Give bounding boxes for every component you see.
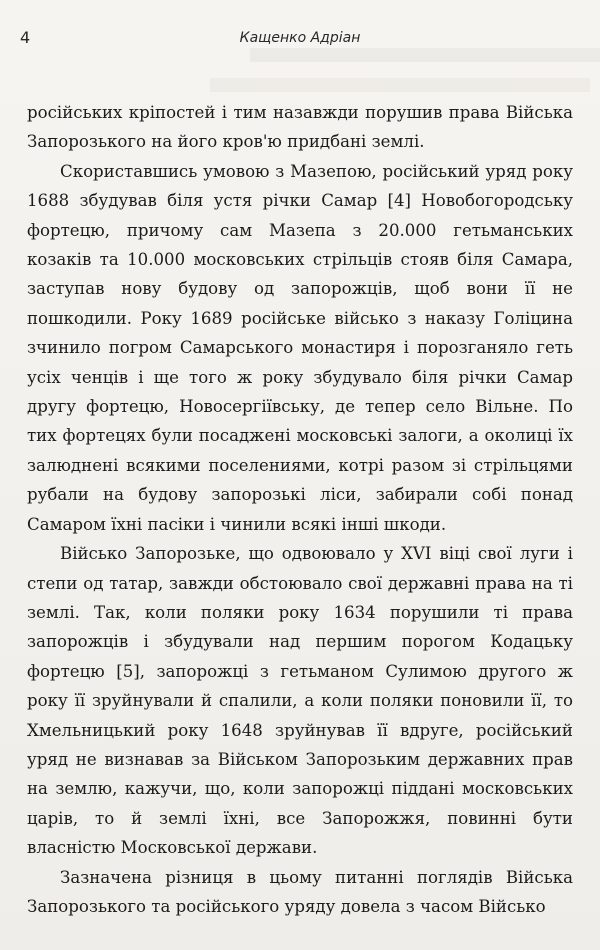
paragraph-1: російських кріпостей і тим назавжди порушив права Війська Запорозького на його кров'ю придбані землі. [27,103,573,152]
body-text [27,98,573,921]
paragraph-3: Військо Запорозьке, що одвоювало у XVI віці свої луги і степи од татар, завжди обстоювало свої державні права на ті землі. Так, коли поляки року 1634 порушили ті права запорожців і збудували над першим порогом Кодацьку фортецю [5], запорожці з гетьманом Сулимою другого ж року її зруйнували й спалили, а коли поляки поновили її, то Хмельницький року 1648 зруйнував її вдруге, російський уряд не визнавав за Військом Запорозьким державних прав на землю, кажучи, що, коли запорожці піддані московських царів, то й землі їхні, все Запорожжя, повинні бути власністю Московської держави. [27,544,573,858]
paragraph-4: Зазначена різниця в цьому питанні поглядів Війська Запорозького та російського уряду довела з часом Військо [27,867,573,916]
page-number: 4 [20,28,31,47]
running-head: Кащенко Адріан [239,30,361,46]
paragraph-2: Скориставшись умовою з Мазепою, російський уряд року 1688 збудував біля устя річки Самар [4] Новобогородську фортецю, причому сам Мазепа з 20.000 гетьманських козаків та 10.000 московських стрільців стояв біля Самара, заступав нову будову од запорожців, щоб вони її не пошкодили. Року 1689 російське військо з наказу Голіцина зчинило погром Самарського монастиря і порозганяло геть усіх ченців і ще того ж року збудувало біля річки Самар другу фортецю, Новосергіївську, де тепер село Вільне. По тих фортецях були посаджені московські залоги, а околиці їх залюднені всякими поселениями, котрі разом зі стрільцями рубали на будову запорозькі ліси, забирали собі понад Самаром їхні пасіки і чинили всякі інші шкоди. [27,161,573,534]
